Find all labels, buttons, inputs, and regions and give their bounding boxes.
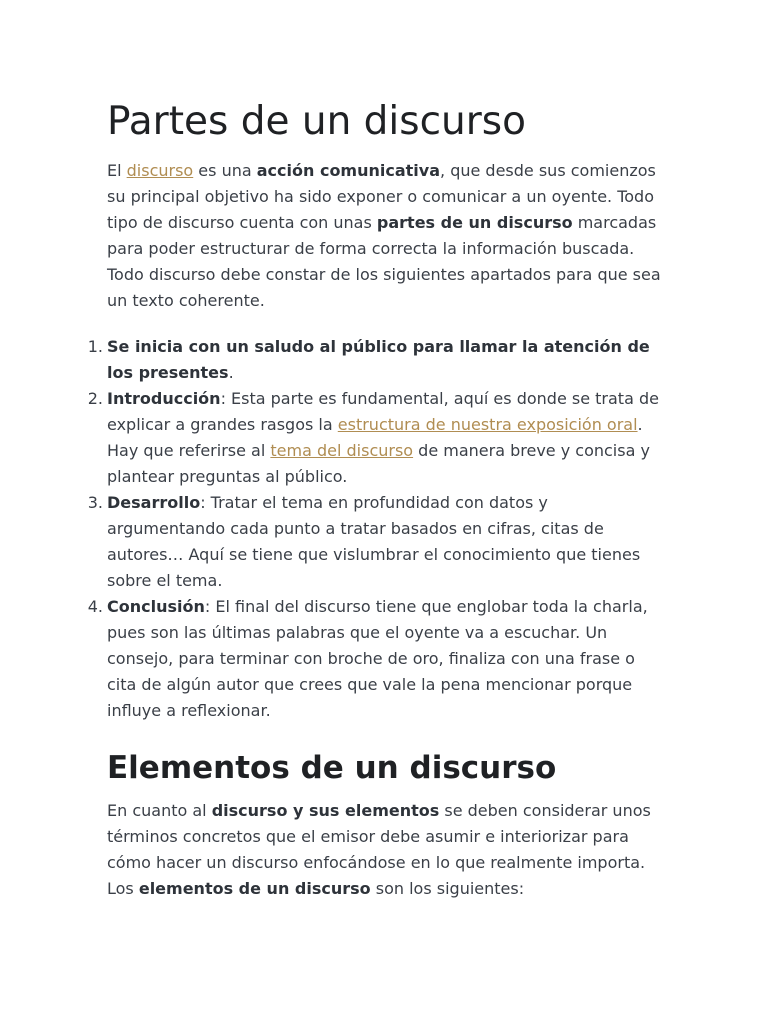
list-item [87,594,663,724]
parts-list [87,334,663,724]
estructura-exposicion-link[interactable]: estructura de nuestra exposición oral [337,415,638,434]
list-number: 1. [87,337,103,356]
tema-discurso-link[interactable]: tema del discurso [270,441,414,460]
list-item-bold: Se inicia con un saludo al público para llamar la atención de los presentes [107,337,650,382]
list-item [87,490,663,594]
list-item-text: . Hay que referirse al [107,415,643,460]
page-title: Partes de un discurso [107,99,526,144]
elements-text: se deben considerar unos términos concretos que el emisor debe asumir e interiorizar para cómo hacer un discurso enfocándose en lo que realmente importa. Los [107,801,651,898]
intro-text: es una [193,161,257,180]
list-item-bold: Introducción [107,389,221,408]
list-number: 2. [87,389,103,408]
list-item-bold: Conclusión [107,597,205,616]
elements-text: son los siguientes: [370,879,525,898]
list-number: 3. [87,493,103,512]
intro-text: , que desde sus comienzos su principal objetivo ha sido exponer o comunicar a un oyente. Todo tipo de discurso cuenta con unas [107,161,656,232]
intro-paragraph [107,158,663,314]
elements-text: En cuanto al [107,801,212,820]
intro-bold-accion: acción comunicativa [256,161,441,180]
list-item-text: : El final del discurso tiene que englobar toda la charla, pues son las últimas palabras que el oyente va a escuchar. Un consejo, para terminar con broche de oro, finaliza con una frase o cita de algún autor que crees que vale la pena mencionar porque influye a reflexionar. [107,597,648,720]
elements-paragraph [107,798,663,902]
intro-text: marcadas para poder estructurar de forma correcta la información buscada. Todo discurso debe constar de los siguientes apartados para que sea un texto coherente. [107,213,661,310]
list-item [87,386,663,490]
article [87,98,663,902]
intro-bold-partes: partes de un discurso [376,213,573,232]
discurso-link[interactable]: discurso [126,161,194,180]
elements-bold: discurso y sus elementos [211,801,440,820]
list-item-text: de manera breve y concisa y plantear preguntas al público. [107,441,650,486]
list-item-text: . [228,363,234,382]
elements-bold: elementos de un discurso [138,879,371,898]
intro-text: El [107,161,127,180]
section-heading: Elementos de un discurso [107,750,557,786]
list-item [87,334,663,386]
list-item-text: : Esta parte es fundamental, aquí es donde se trata de explicar a grandes rasgos la [107,389,659,434]
list-item-bold: Desarrollo [107,493,201,512]
list-number: 4. [87,597,103,616]
list-item-text: : Tratar el tema en profundidad con datos y argumentando cada punto a tratar basados en cifras, citas de autores… Aquí se tiene que vislumbrar el conocimiento que tienes sobre el tema. [107,493,641,590]
